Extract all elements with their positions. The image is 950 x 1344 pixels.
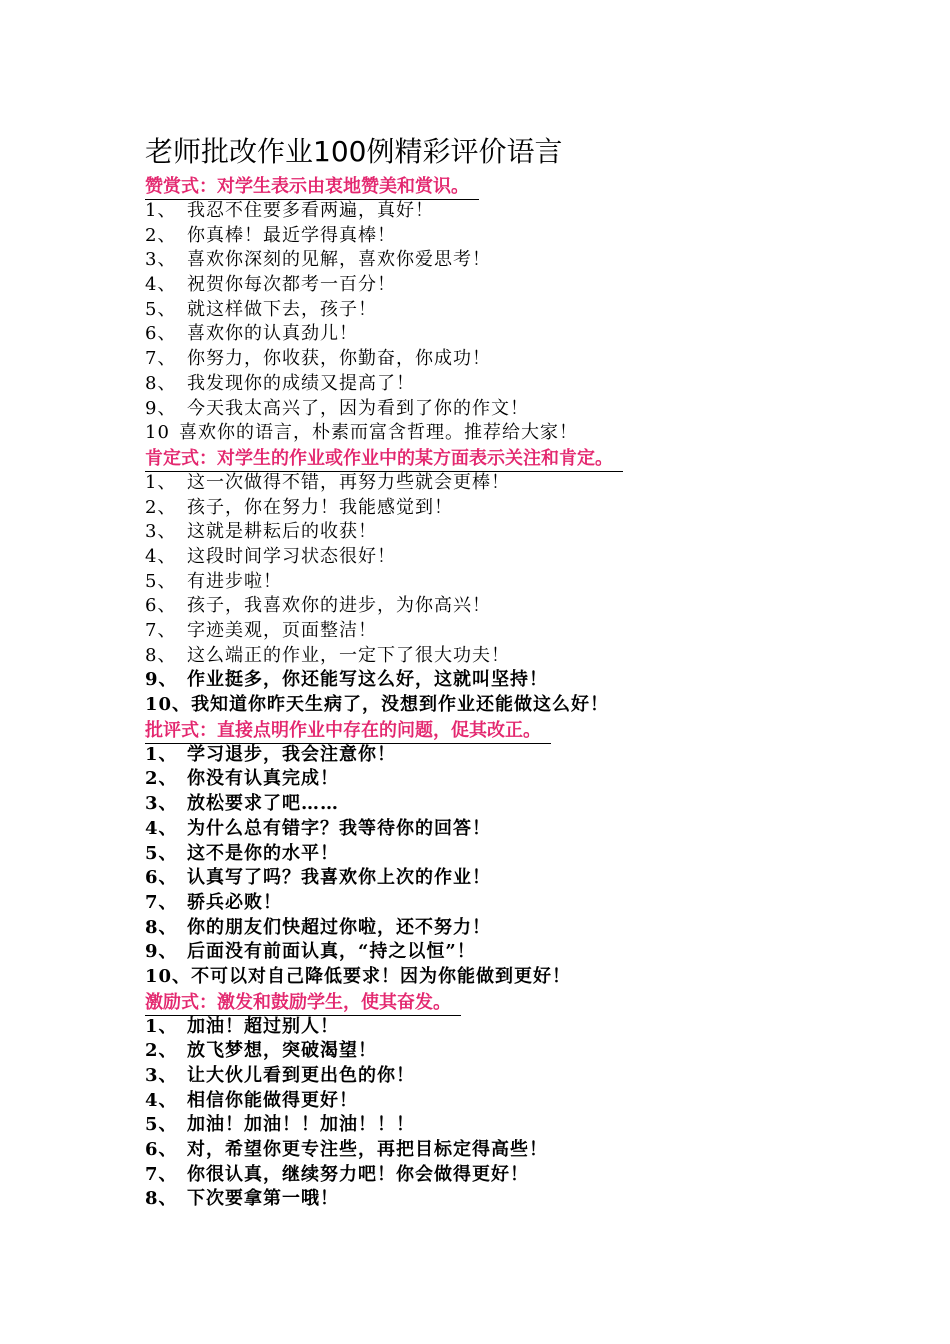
comment-list: [145, 743, 845, 990]
comment-number: 8、: [145, 372, 177, 394]
section-heading: 批评式：直接点明作业中存在的问题，促其改正。: [145, 718, 551, 744]
comment-item: [145, 545, 845, 570]
comment-item: [145, 619, 845, 644]
comment-number: 1、: [145, 1015, 178, 1037]
comment-text: 放飞梦想，突破渴望！: [187, 1040, 377, 1062]
comment-number: 3、: [145, 1065, 178, 1086]
comment-item: [145, 842, 845, 867]
comment-text: 这就是耕耘后的收获！: [187, 521, 377, 543]
comment-item: [145, 594, 845, 619]
comment-text: 认真写了吗？我喜欢你上次的作业！: [187, 867, 491, 889]
comment-text: 让大伙儿看到更出色的你！: [187, 1065, 415, 1086]
comment-item: [145, 792, 845, 817]
comment-text: 我忍不住要多看两遍，真好！: [187, 200, 434, 221]
comment-number: 2、: [145, 224, 177, 246]
comment-text: 这一次做得不错，再努力些就会更棒！: [187, 471, 510, 493]
comment-item: [145, 1187, 845, 1212]
section-heading: 肯定式：对学生的作业或作业中的某方面表示关注和肯定。: [145, 446, 623, 472]
comment-number: 6、: [145, 867, 178, 889]
comment-number: 10、: [145, 694, 192, 716]
comment-item: [145, 248, 845, 273]
comment-text: 骄兵必败！: [187, 891, 282, 913]
comment-number: 1、: [145, 743, 178, 765]
comment-text: 这段时间学习状态很好！: [187, 545, 396, 567]
section-heading: 赞赏式：对学生表示由衷地赞美和赏识。: [145, 174, 479, 200]
comment-number: 3、: [145, 521, 177, 543]
comment-text: 我知道你昨天生病了，没想到作业还能做这么好！: [191, 694, 610, 716]
comment-item: [145, 298, 845, 323]
section-heading: 激励式：激发和鼓励学生，使其奋发。: [145, 990, 461, 1016]
comment-text: 我发现你的成绩又提高了！: [187, 372, 415, 394]
comment-item: [145, 372, 845, 397]
comment-number: 6、: [145, 323, 177, 345]
comment-text: 你没有认真完成！: [187, 768, 339, 790]
comment-item: [145, 891, 845, 916]
comment-text: 加油！超过别人！: [187, 1015, 339, 1037]
comment-text: 孩子，我喜欢你的进步，为你高兴！: [187, 595, 491, 617]
comment-item: [145, 916, 845, 941]
comment-text: 你真棒！最近学得真棒！: [187, 224, 396, 246]
comment-text: 放松要求了吧……: [187, 793, 339, 815]
comment-item: [145, 644, 845, 669]
comment-section: [145, 990, 845, 1213]
comment-text: 相信你能做得更好！: [187, 1089, 358, 1111]
comment-number: 4、: [145, 817, 178, 839]
comment-text: 就这样做下去，孩子！: [187, 298, 377, 320]
comment-number: 2、: [145, 496, 177, 518]
comment-item: [145, 817, 845, 842]
comment-number: 4、: [145, 274, 177, 296]
comment-text: 你很认真，继续努力吧！你会做得更好！: [187, 1163, 529, 1185]
comment-item: [145, 199, 845, 224]
comment-number: 9、: [145, 397, 177, 419]
comment-text: 加油！加油！！加油！！！: [187, 1114, 415, 1136]
comment-item: [145, 940, 845, 965]
comment-text: 喜欢你深刻的见解，喜欢你爱思考！: [187, 249, 491, 271]
comment-text: 今天我太高兴了，因为看到了你的作文！: [187, 397, 529, 419]
comment-number: 8、: [145, 644, 177, 666]
comment-item: [145, 471, 845, 496]
comment-number: 4、: [145, 1089, 178, 1111]
comment-item: [145, 668, 845, 693]
comment-text: 字迹美观，页面整洁！: [187, 620, 377, 641]
comment-number: 6、: [145, 1139, 178, 1161]
comment-item: [145, 273, 845, 298]
comment-item: [145, 322, 845, 347]
comment-item: [145, 1138, 845, 1163]
comment-text: 作业挺多，你还能写这么好，这就叫坚持！: [187, 669, 548, 691]
comment-number: 7、: [145, 1163, 178, 1185]
comment-number: 3、: [145, 793, 178, 815]
comment-item: [145, 1064, 845, 1089]
comment-number: 8、: [145, 916, 178, 938]
comment-item: [145, 743, 845, 768]
comment-text: 为什么总有错字？我等待你的回答！: [187, 817, 491, 839]
comment-number: 6、: [145, 595, 177, 617]
comment-text: 后面没有前面认真，“持之以恒”！: [187, 941, 476, 963]
page-title: 老师批改作业100例精彩评价语言: [145, 135, 563, 168]
comment-text: 喜欢你的认真劲儿！: [187, 323, 358, 345]
comment-section: [145, 446, 845, 718]
comment-text: 你的朋友们快超过你啦，还不努力！: [187, 916, 491, 938]
comment-number: 1、: [145, 200, 177, 221]
comment-list: [145, 199, 845, 446]
comment-number: 5、: [145, 842, 178, 864]
comment-text: 有进步啦！: [187, 570, 282, 592]
comment-item: [145, 397, 845, 422]
comment-text: 你努力，你收获，你勤奋，你成功！: [187, 348, 491, 370]
comment-text: 这么端正的作业，一定下了很大功夫！: [187, 644, 510, 666]
comment-item: [145, 1015, 845, 1040]
comment-text: 对，希望你更专注些，再把目标定得高些！: [187, 1139, 548, 1161]
comment-number: 10、: [145, 965, 192, 987]
comment-section: [145, 718, 845, 990]
comment-number: 10: [145, 422, 170, 444]
comment-number: 2、: [145, 768, 178, 790]
comment-number: 9、: [145, 669, 178, 691]
comment-text: 喜欢你的语言，朴素而富含哲理。推荐给大家！: [179, 422, 578, 444]
comment-item: [145, 767, 845, 792]
comment-item: [145, 224, 845, 249]
comment-item: [145, 693, 845, 718]
comment-list: [145, 1015, 845, 1213]
comment-number: 7、: [145, 620, 177, 641]
comment-text: 这不是你的水平！: [187, 842, 339, 864]
comment-item: [145, 1039, 845, 1064]
comment-number: 5、: [145, 570, 177, 592]
comment-item: [145, 965, 845, 990]
comment-list: [145, 471, 845, 718]
comment-item: [145, 1089, 845, 1114]
comment-item: [145, 1113, 845, 1138]
comment-number: 2、: [145, 1040, 178, 1062]
comment-text: 孩子，你在努力！我能感觉到！: [187, 496, 453, 518]
comment-number: 8、: [145, 1188, 178, 1210]
section-heading-row: [145, 718, 845, 743]
comment-text: 下次要拿第一哦！: [187, 1188, 339, 1210]
comment-number: 3、: [145, 249, 177, 271]
comment-item: [145, 421, 845, 446]
sections-container: [145, 174, 845, 1212]
comment-number: 7、: [145, 348, 177, 370]
comment-section: [145, 174, 845, 446]
comment-item: [145, 866, 845, 891]
comment-number: 4、: [145, 545, 177, 567]
comment-item: [145, 496, 845, 521]
comment-text: 祝贺你每次都考一百分！: [187, 274, 396, 296]
comment-text: 不可以对自己降低要求！因为你能做到更好！: [191, 965, 572, 987]
comment-number: 5、: [145, 1114, 178, 1136]
comment-number: 9、: [145, 941, 178, 963]
comment-item: [145, 347, 845, 372]
section-heading-row: [145, 446, 845, 471]
comment-number: 1、: [145, 471, 177, 493]
section-heading-row: [145, 174, 845, 199]
comment-item: [145, 1163, 845, 1188]
document-page: [145, 130, 845, 1212]
section-heading-row: [145, 990, 845, 1015]
comment-number: 5、: [145, 298, 177, 320]
comment-item: [145, 570, 845, 595]
comment-text: 学习退步，我会注意你！: [187, 743, 396, 765]
comment-item: [145, 520, 845, 545]
comment-number: 7、: [145, 891, 178, 913]
